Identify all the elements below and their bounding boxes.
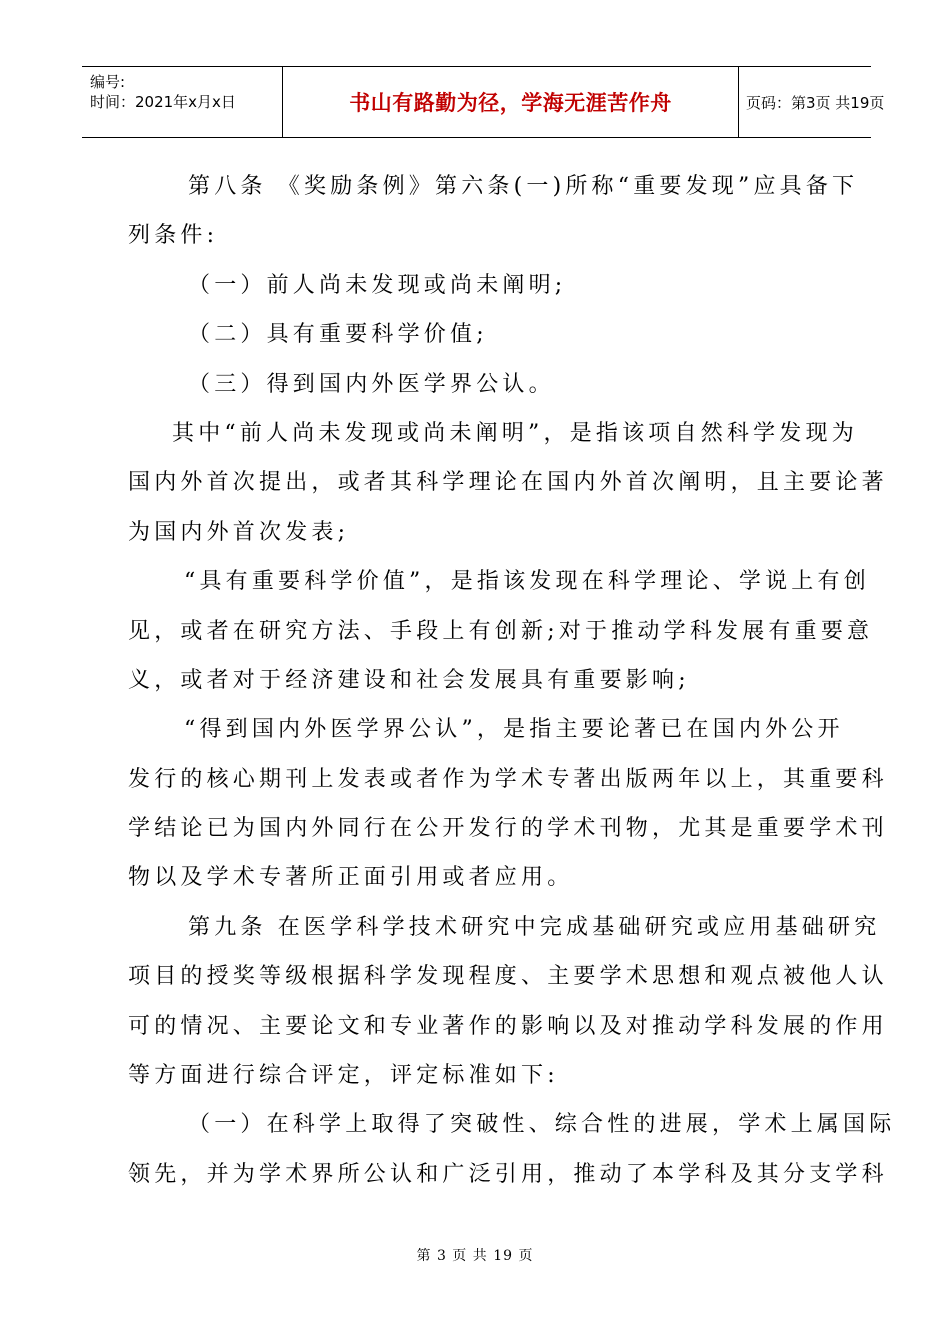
text-line: 列条件:	[128, 223, 219, 249]
page-code: 页码：第3页 共19页	[746, 93, 885, 112]
header-page-cell	[738, 67, 885, 137]
text-line: （一）在科学上取得了突破性、综合性的进展，学术上属国际	[188, 1112, 896, 1138]
text-line: 发行的核心期刊上发表或者作为学术专著出版两年以上，其重要科	[128, 766, 888, 792]
text-line: 国内外首次提出，或者其科学理论在国内外首次阐明，且主要论著	[128, 470, 888, 496]
text-line: （三）得到国内外医学界公认。	[188, 371, 555, 397]
page-footer: 第 3 页 共 19 页	[416, 1248, 534, 1264]
text-line: 等方面进行综合评定，评定标准如下:	[128, 1063, 559, 1089]
text-line: 物以及学术专著所正面引用或者应用。	[128, 865, 574, 891]
motto-text: 书山有路勤为径，学海无涯苦作舟	[349, 91, 672, 115]
header-table	[82, 66, 885, 138]
text-line: 领先，并为学术界所公认和广泛引用，推动了本学科及其分支学科	[128, 1161, 888, 1187]
text-line: 义，或者对于经济建设和社会发展具有重要影响;	[128, 667, 690, 693]
text-line: 项目的授奖等级根据科学发现程度、主要学术思想和观点被他人认	[128, 964, 888, 990]
text-line: “具有重要科学价值”，是指该发现在科学理论、学说上有创	[184, 569, 870, 595]
text-line: （二）具有重要科学价值;	[188, 322, 488, 348]
time-label: 时间：2021年x月x日	[90, 93, 236, 111]
text-line: 可的情况、主要论文和专业著作的影响以及对推动学科发展的作用	[128, 1013, 888, 1039]
text-line: 第八条 《奖励条例》第六条(一)所称“重要发现”应具备下	[188, 174, 859, 199]
text-line: 第九条 在医学科学技术研究中完成基础研究或应用基础研究	[188, 914, 881, 940]
text-line: 见，或者在研究方法、手段上有创新;对于推动学科发展有重要意	[128, 618, 874, 644]
document-body	[128, 162, 896, 1199]
header-motto-cell	[282, 67, 739, 137]
text-line: 学结论已为国内外同行在公开发行的学术刊物，尤其是重要学术刊	[128, 816, 888, 842]
header-meta-cell	[82, 67, 282, 137]
text-line: 为国内外首次发表;	[128, 519, 350, 545]
number-label: 编号:	[90, 73, 126, 91]
text-line: （一）前人尚未发现或尚未阐明;	[188, 272, 567, 298]
text-line: 其中“前人尚未发现或尚未阐明”，是指该项自然科学发现为	[172, 420, 858, 446]
text-line: “得到国内外医学界公认”，是指主要论著已在国内外公开	[184, 717, 844, 743]
